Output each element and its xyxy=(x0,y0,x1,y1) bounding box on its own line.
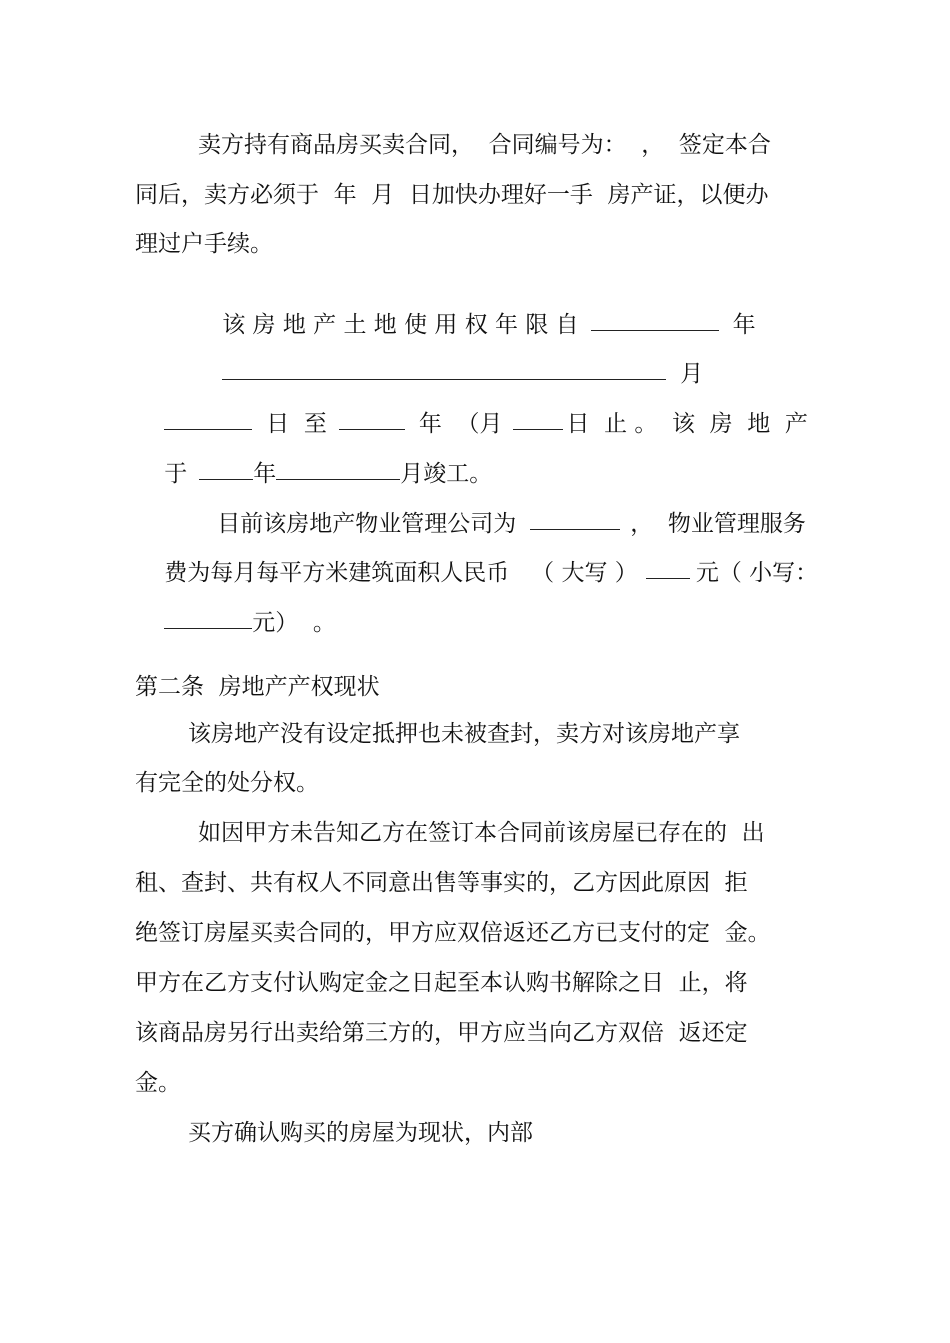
end-year-blank[interactable] xyxy=(339,407,405,430)
fee-end-text: 元） 。 xyxy=(252,610,336,636)
article2-p2-line1: 如因甲方未告知乙方在签订本合同前该房屋已存在的 出 xyxy=(198,820,765,846)
management-fee-text: ， 物业管理服务 xyxy=(630,511,806,537)
article2-p2-line5: 该商品房另行出卖给第三方的，甲方应当向乙方双倍 返还定 xyxy=(135,1020,748,1046)
land-use-term-line2 xyxy=(193,328,704,387)
land-use-term-line3 xyxy=(135,378,808,437)
land-use-term-text: 该 房 地 产 土 地 使 用 权 年 限 自 xyxy=(222,312,579,338)
article2-p2-line3: 绝签订房屋买卖合同的，甲方应双倍返还乙方已支付的定 金。 xyxy=(135,920,771,946)
month-unit: 月 xyxy=(680,361,704,387)
article2-p2-line6: 金。 xyxy=(135,1070,181,1096)
article2-p2-line4: 甲方在乙方支付认购定金之日起至本认购书解除之日 止，将 xyxy=(135,970,748,996)
end-day-blank[interactable] xyxy=(513,407,563,430)
completion-month-blank[interactable] xyxy=(276,457,400,480)
completion-line xyxy=(135,428,493,487)
property-management-line1 xyxy=(188,478,806,537)
fee-unit-text: 元（ 小写： xyxy=(695,560,819,586)
end-year-text: 年 （月 xyxy=(418,411,503,437)
completion-year-unit: 年 xyxy=(253,461,277,487)
fee-uppercase-blank[interactable] xyxy=(646,556,690,579)
fee-description-text: 费为每月每平方米建筑面积人民币 （ 大写 ） xyxy=(164,560,638,586)
completion-year-blank[interactable] xyxy=(199,457,253,480)
start-month-blank[interactable] xyxy=(222,357,666,380)
management-company-text: 目前该房地产物业管理公司为 xyxy=(217,511,517,537)
paragraph1-line3: 理过户手续。 xyxy=(135,231,273,257)
property-management-line2 xyxy=(135,527,819,586)
article2-p2-line2: 租、查封、共有权人不同意出售等事实的，乙方因此原因 拒 xyxy=(135,870,748,896)
completion-prefix: 于 xyxy=(164,461,188,487)
end-text: 日 止 。 该 房 地 产 xyxy=(566,411,808,437)
article2-p1-line1: 该房地产没有设定抵押也未被查封，卖方对该房地产享 xyxy=(188,721,740,747)
article2-heading: 第二条 房地产产权现状 xyxy=(135,674,380,700)
paragraph1-line1: 卖方持有商品房买卖合同， 合同编号为： ， 签定本合 xyxy=(198,132,771,158)
land-use-term-line1 xyxy=(193,279,756,338)
fee-lowercase-blank[interactable] xyxy=(164,606,252,629)
day-to-text: 日 至 xyxy=(266,411,327,437)
article2-p3-line1: 买方确认购买的房屋为现状，内部 xyxy=(188,1120,533,1146)
property-management-line3 xyxy=(135,577,336,636)
paragraph1-line2: 同后，卖方必须于 年 月 日加快办理好一手 房产证，以便办 xyxy=(135,182,769,208)
start-day-blank[interactable] xyxy=(164,407,252,430)
article2-p1-line2: 有完全的处分权。 xyxy=(135,770,319,796)
completion-end: 月竣工。 xyxy=(400,461,493,487)
year-unit: 年 xyxy=(732,312,756,338)
